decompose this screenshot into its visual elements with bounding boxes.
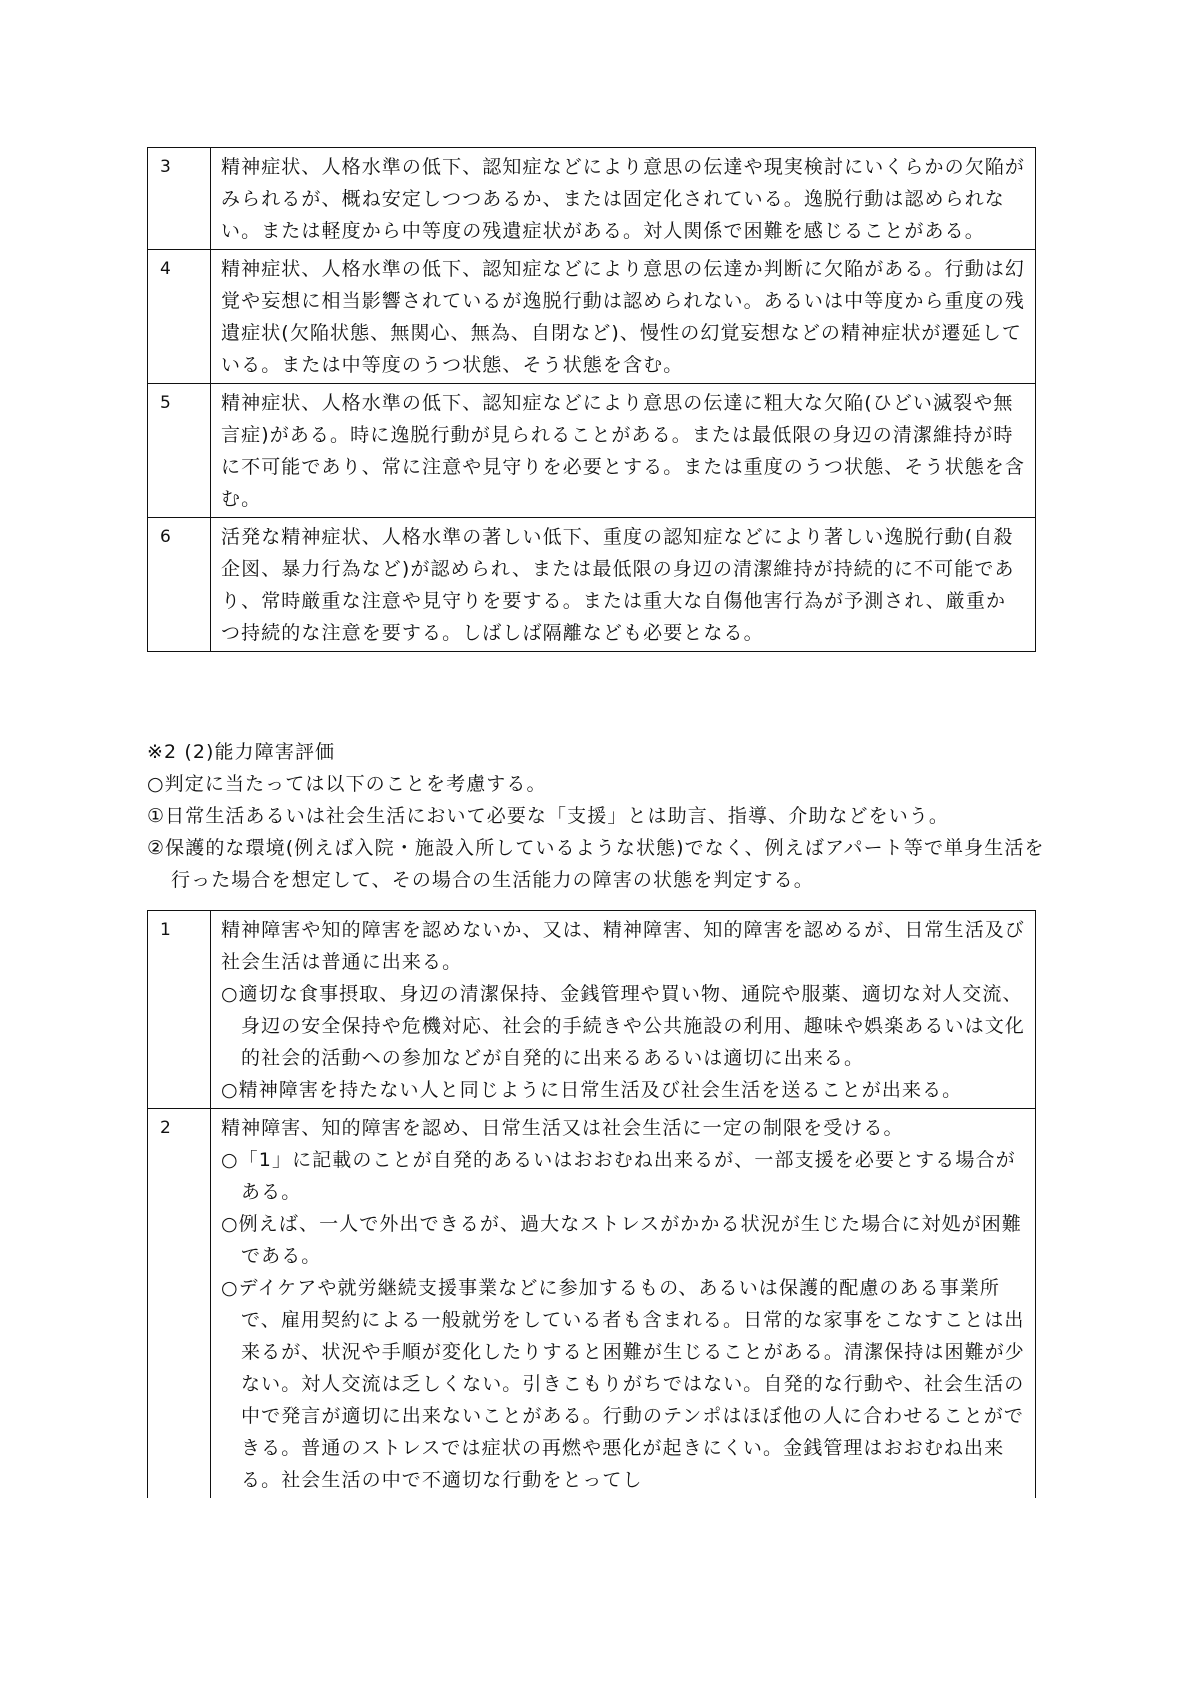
grade-description: 活発な精神症状、人格水準の著しい低下、重度の認知症などにより著しい逸脱行動(自殺企図、暴力行為など)が認められ、または最低限の身辺の清潔維持が持続的に不可能であり、常時厳重な注意や見守りを要する。または重大な自傷他害行為が予測され、厳重かつ持続的な注意を要する。しばしば隔離なども必要となる。 (211, 518, 1036, 652)
consideration-point: ①日常生活あるいは社会生活において必要な「支援」とは助言、指導、介助などをいう。 (147, 805, 950, 827)
grade-description-cell (211, 1109, 1036, 1499)
section-title: ※2 (2)能力障害評価 (147, 741, 336, 763)
ability-table (147, 910, 1036, 1498)
grade-number: 3 (148, 148, 211, 250)
grade-number: 5 (148, 384, 211, 518)
grade-summary: 精神障害や知的障害を認めないか、又は、精神障害、知的障害を認めるが、日常生活及び社会生活は普通に出来る。 (221, 919, 1026, 973)
consideration-point: ②保護的な環境(例えば入院・施設入所しているような状態)でなく、例えばアパート等で単身生活を行った場合を想定して、その場合の生活能力の障害の状態を判定する。 (147, 837, 1045, 891)
table-row (148, 1109, 1036, 1499)
section-intro: ○判定に当たっては以下のことを考慮する。 (147, 773, 547, 795)
grade-bullet: ○精神障害を持たない人と同じように日常生活及び社会生活を送ることが出来る。 (221, 1079, 963, 1101)
table-row (148, 911, 1036, 1109)
grade-description-cell (211, 911, 1036, 1109)
table-row (148, 384, 1036, 518)
grade-description: 精神症状、人格水準の低下、認知症などにより意思の伝達に粗大な欠陥(ひどい滅裂や無言症)がある。時に逸脱行動が見られることがある。または最低限の身辺の清潔維持が時に不可能であり、常に注意や見守りを必要とする。または重度のうつ状態、そう状態を含む。 (211, 384, 1036, 518)
table-row (148, 518, 1036, 652)
grade-number: 4 (148, 250, 211, 384)
grade-number: 6 (148, 518, 211, 652)
ability-section-intro (147, 736, 1047, 896)
grade-number: 1 (148, 911, 211, 1109)
grade-number: 2 (148, 1109, 211, 1499)
table-row (148, 250, 1036, 384)
grade-description: 精神症状、人格水準の低下、認知症などにより意思の伝達や現実検討にいくらかの欠陥がみられるが、概ね安定しつつあるか、または固定化されている。逸脱行動は認められない。または軽度から中等度の残遺症状がある。対人関係で困難を感じることがある。 (211, 148, 1036, 250)
grade-bullet: ○適切な食事摂取、身辺の清潔保持、金銭管理や買い物、通院や服薬、適切な対人交流、身辺の安全保持や危機対応、社会的手続きや公共施設の利用、趣味や娯楽あるいは文化的社会的活動への参加などが自発的に出来るあるいは適切に出来る。 (221, 983, 1025, 1069)
table-row (148, 148, 1036, 250)
grade-summary: 精神障害、知的障害を認め、日常生活又は社会生活に一定の制限を受ける。 (221, 1117, 904, 1139)
grade-bullet: ○「1」に記載のことが自発的あるいはおおむね出来るが、一部支援を必要とする場合がある。 (221, 1149, 1016, 1203)
grade-bullet: ○例えば、一人で外出できるが、過大なストレスがかかる状況が生じた場合に対処が困難である。 (221, 1213, 1023, 1267)
grade-description: 精神症状、人格水準の低下、認知症などにより意思の伝達か判断に欠陥がある。行動は幻覚や妄想に相当影響されているが逸脱行動は認められない。あるいは中等度から重度の残遺症状(欠陥状態、無関心、無為、自閉など)、慢性の幻覚妄想などの精神症状が遷延している。または中等度のうつ状態、そう状態を含む。 (211, 250, 1036, 384)
grade-bullet: ○デイケアや就労継続支援事業などに参加するもの、あるいは保護的配慮のある事業所で、雇用契約による一般就労をしている者も含まれる。日常的な家事をこなすことは出来るが、状況や手順が変化したりすると困難が生じることがある。清潔保持は困難が少ない。対人交流は乏しくない。引きこもりがちではない。自発的な行動や、社会生活の中で発言が適切に出来ないことがある。行動のテンポはほぼ他の人に合わせることができる。普通のストレスでは症状の再燃や悪化が起きにくい。金銭管理はおおむね出来る。社会生活の中で不適切な行動をとってし (221, 1277, 1025, 1491)
mental-symptoms-table (147, 147, 1036, 652)
